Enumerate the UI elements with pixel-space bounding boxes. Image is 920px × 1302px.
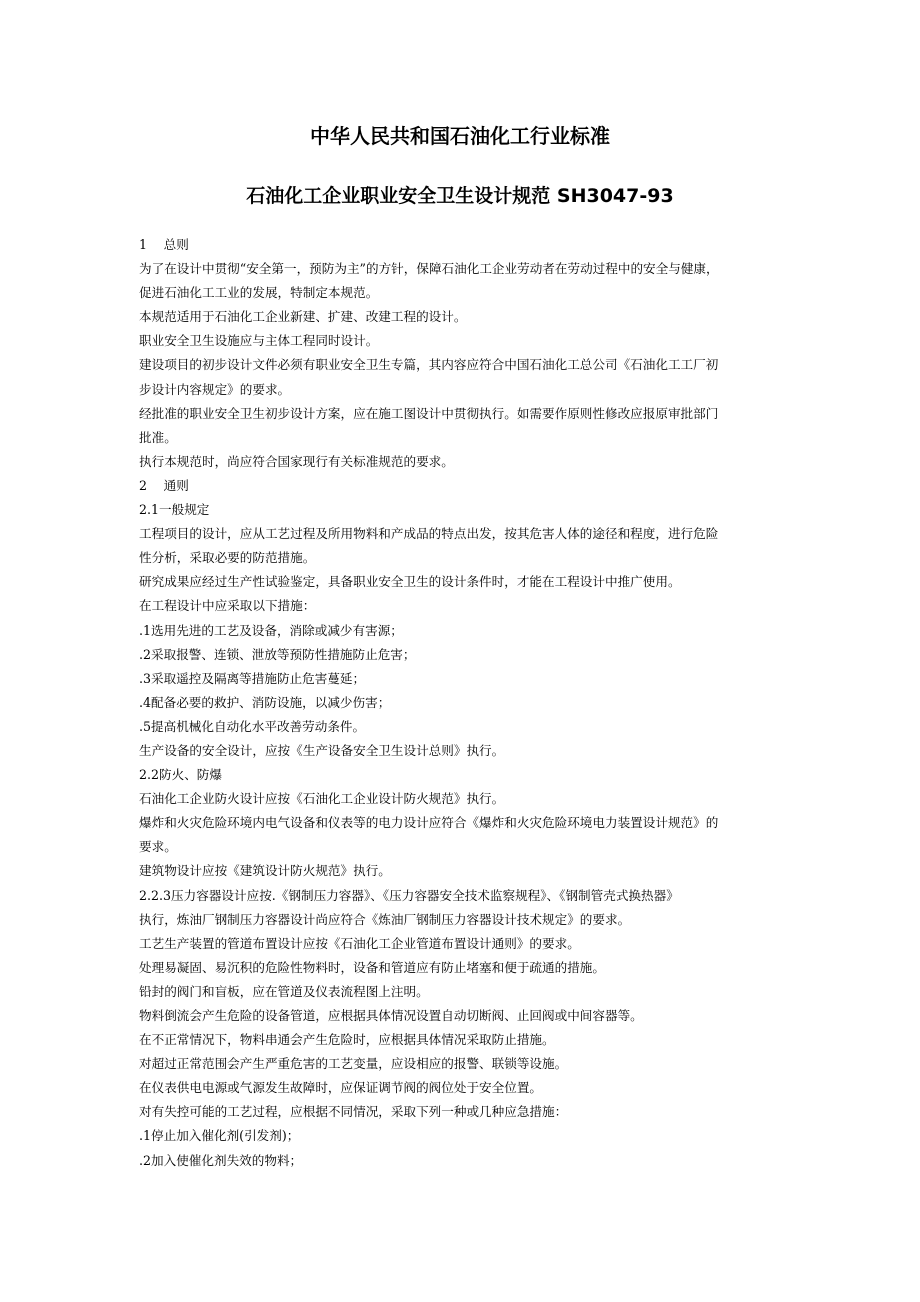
document-title: 中华人民共和国石油化工行业标准 [310, 124, 610, 148]
paragraph-line: 2.2.3压力容器设计应按.《钢制压力容器》、《压力容器安全技术监察规程》、《钢制管壳式换热器》 [139, 887, 679, 903]
paragraph-line: 建设项目的初步设计文件必须有职业安全卫生专篇，其内容应符合中国石油化工总公司《石油化工工厂初 [139, 357, 719, 373]
paragraph-line: 工艺生产装置的管道布置设计应按《石油化工企业管道布置设计通则》的要求。 [139, 935, 580, 951]
paragraph-line: .4配备必要的救护、消防设施，以减少伤害； [139, 694, 391, 710]
paragraph-line: 石油化工企业防火设计应按《石油化工企业设计防火规范》执行。 [139, 791, 505, 807]
paragraph-line: 为了在设计中贯彻“安全第一，预防为主”的方针，保障石油化工企业劳动者在劳动过程中的安全与健康， [139, 261, 719, 277]
document-subtitle: 石油化工企业职业安全卫生设计规范 SH3047-93 [246, 185, 674, 207]
paragraph-line: 执行，炼油厂钢制压力容器设计尚应符合《炼油厂钢制压力容器设计技术规定》的要求。 [139, 911, 631, 927]
paragraph-line: 职业安全卫生设施应与主体工程同时设计。 [139, 333, 379, 349]
paragraph-line: 对超过正常范围会产生严重危害的工艺变量，应设相应的报警、联锁等设施。 [139, 1056, 568, 1072]
paragraph-line: 性分析，采取必要的防范措施。 [139, 550, 316, 566]
paragraph-line: 促进石油化工工业的发展，特制定本规范。 [139, 285, 379, 301]
paragraph-line: .3采取遥控及隔离等措施防止危害蔓延； [139, 670, 366, 686]
paragraph-line: 执行本规范时，尚应符合国家现行有关标准规范的要求。 [139, 453, 454, 469]
paragraph-line: 在工程设计中应采取以下措施： [139, 598, 316, 614]
paragraph-line: 处理易凝固、易沉积的危险性物料时，设备和管道应有防止堵塞和便于疏通的措施。 [139, 959, 605, 975]
document-body [139, 233, 799, 1173]
paragraph-line: .2采取报警、连锁、泄放等预防性措施防止危害； [139, 646, 416, 662]
paragraph-line: 物料倒流会产生危险的设备管道，应根据具体情况设置自动切断阀、止回阀或中间容器等。 [139, 1008, 643, 1023]
paragraph-line: 1 总则 [139, 237, 189, 252]
paragraph-line: 批准。 [139, 429, 177, 445]
paragraph-line: 步设计内容规定》的要求。 [139, 381, 291, 397]
paragraph-line: 在不正常情况下，物料串通会产生危险时，应根据具体情况采取防止措施。 [139, 1032, 555, 1048]
paragraph-line: 研究成果应经过生产性试验鉴定，具备职业安全卫生的设计条件时，才能在工程设计中推广使用。 [139, 574, 681, 590]
paragraph-line: 对有失控可能的工艺过程，应根据不同情况，采取下列一种或几种应急措施： [139, 1104, 568, 1120]
paragraph-line: .1选用先进的工艺及设备，消除或减少有害源； [139, 622, 403, 638]
paragraph-line: .5提高机械化自动化水平改善劳动条件。 [139, 718, 366, 734]
paragraph-line: .2加入使催化剂失效的物料； [139, 1152, 303, 1168]
paragraph-line: 工程项目的设计，应从工艺过程及所用物料和产成品的特点出发，按其危害人体的途径和程度，进行危险 [139, 526, 719, 542]
paragraph-line: 2.1一般规定 [139, 502, 210, 518]
paragraph-line: 在仪表供电电源或气源发生故障时，应保证调节阀的阀位处于安全位置。 [139, 1080, 542, 1096]
paragraph-line: 经批准的职业安全卫生初步设计方案，应在施工图设计中贯彻执行。如需要作原则性修改应报原审批部门 [139, 405, 719, 421]
paragraph-line: 铅封的阀门和盲板，应在管道及仪表流程图上注明。 [139, 983, 429, 999]
paragraph-line: 要求。 [139, 839, 177, 855]
paragraph-line: 本规范适用于石油化工企业新建、扩建、改建工程的设计。 [139, 309, 467, 325]
paragraph-line: .1停止加入催化剂(引发剂)； [139, 1128, 300, 1144]
paragraph-line: 2 通则 [139, 477, 189, 493]
paragraph-line: 建筑物设计应按《建筑设计防火规范》执行。 [139, 863, 391, 879]
paragraph-line: 生产设备的安全设计，应按《生产设备安全卫生设计总则》执行。 [139, 742, 505, 758]
paragraph-line: 2.2防火、防爆 [139, 767, 222, 783]
paragraph-line: 爆炸和火灾危险环境内电气设备和仪表等的电力设计应符合《爆炸和火灾危险环境电力装置设计规范》的 [139, 815, 719, 831]
